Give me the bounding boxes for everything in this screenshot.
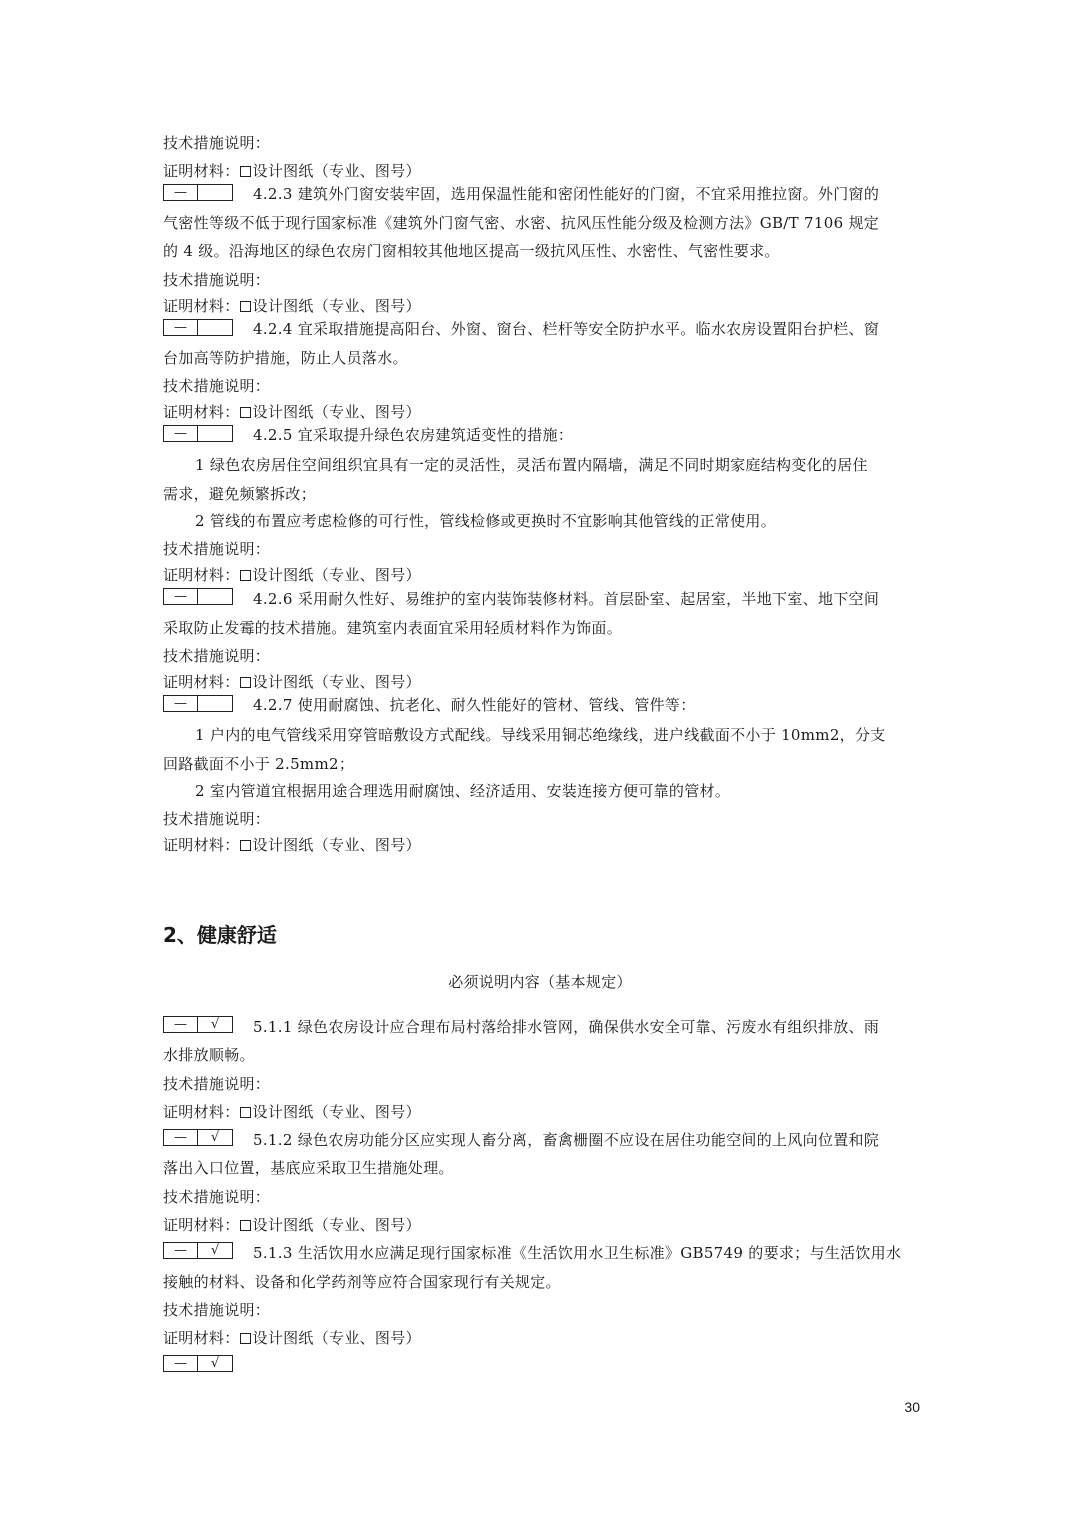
section-subheading: 必须说明内容（基本规定） bbox=[448, 973, 632, 991]
item-text: 的 4 级。沿海地区的绿色农房门窗相较其他地区提高一级抗风压性、水密性、气密性要求。 bbox=[163, 242, 780, 260]
checkbox[interactable] bbox=[240, 166, 251, 177]
proof-label: 证明材料： bbox=[163, 403, 240, 421]
rating-box[interactable] bbox=[163, 1355, 233, 1372]
rating-cell-dash: — bbox=[164, 185, 198, 200]
item-text: 5.1.1 绿色农房设计应合理布局村落给排水管网，确保供水安全可靠、污废水有组织排放、雨 bbox=[253, 1018, 880, 1036]
item-text: 4.2.7 使用耐腐蚀、抗老化、耐久性能好的管材、管线、管件等： bbox=[253, 696, 696, 714]
rating-box[interactable] bbox=[163, 695, 233, 712]
proof-option: 设计图纸（专业、图号） bbox=[252, 1103, 421, 1121]
rating-box[interactable] bbox=[163, 1016, 233, 1033]
checkbox[interactable] bbox=[240, 570, 251, 581]
rating-box[interactable] bbox=[163, 425, 233, 442]
rating-cell-dash: — bbox=[164, 1017, 198, 1032]
rating-cell-dash: — bbox=[164, 320, 198, 335]
item-text: 5.1.2 绿色农房功能分区应实现人畜分离，畜禽栅圈不应设在居住功能空间的上风向位置和院 bbox=[253, 1131, 880, 1149]
item-text: 4.2.3 建筑外门窗安装牢固，选用保温性能和密闭性能好的门窗，不宜采用推拉窗。外门窗的 bbox=[253, 185, 880, 203]
rating-cell-empty[interactable] bbox=[198, 185, 232, 200]
rating-box[interactable] bbox=[163, 184, 233, 201]
proof-material-line bbox=[163, 565, 923, 585]
tech-note-label: 技术措施说明： bbox=[163, 271, 271, 289]
proof-label: 证明材料： bbox=[163, 836, 240, 854]
rating-box[interactable] bbox=[163, 1242, 233, 1259]
item-text: 台加高等防护措施，防止人员落水。 bbox=[163, 349, 408, 367]
proof-option: 设计图纸（专业、图号） bbox=[252, 162, 421, 180]
proof-material-line bbox=[163, 296, 923, 316]
rating-cell-dash: — bbox=[164, 426, 198, 441]
proof-label: 证明材料： bbox=[163, 673, 240, 691]
tech-note-label: 技术措施说明： bbox=[163, 1188, 271, 1206]
tech-note-label: 技术措施说明： bbox=[163, 540, 271, 558]
item-text: 采取防止发霉的技术措施。建筑室内表面宜采用轻质材料作为饰面。 bbox=[163, 619, 623, 637]
tech-note-label: 技术措施说明： bbox=[163, 647, 271, 665]
item-text: 4.2.4 宜采取措施提高阳台、外窗、窗台、栏杆等安全防护水平。临水农房设置阳台护栏、窗 bbox=[253, 320, 880, 338]
proof-option: 设计图纸（专业、图号） bbox=[252, 566, 421, 584]
sub-item-text: 1 户内的电气管线采用穿管暗敷设方式配线。导线采用铜芯绝缘线，进户线截面不小于 10mm2，分支 bbox=[195, 726, 886, 744]
rating-cell-empty[interactable] bbox=[198, 589, 232, 604]
rating-box[interactable] bbox=[163, 588, 233, 605]
proof-label: 证明材料： bbox=[163, 1216, 240, 1234]
sub-item-text: 2 室内管道宜根据用途合理选用耐腐蚀、经济适用、安装连接方便可靠的管材。 bbox=[195, 782, 731, 800]
section-heading: 2、健康舒适 bbox=[163, 923, 277, 947]
sub-item-text: 需求，避免频繁拆改； bbox=[163, 485, 317, 503]
proof-material-line bbox=[163, 835, 923, 855]
checkbox[interactable] bbox=[240, 1107, 251, 1118]
item-text: 接触的材料、设备和化学药剂等应符合国家现行有关规定。 bbox=[163, 1273, 561, 1291]
rating-cell-dash: — bbox=[164, 1356, 198, 1371]
proof-option: 设计图纸（专业、图号） bbox=[252, 673, 421, 691]
rating-cell-empty[interactable] bbox=[198, 320, 232, 335]
tech-note-label: 技术措施说明： bbox=[163, 1075, 271, 1093]
rating-box[interactable] bbox=[163, 319, 233, 336]
sub-item-text: 回路截面不小于 2.5mm2； bbox=[163, 755, 355, 773]
rating-cell-check[interactable]: √ bbox=[210, 1017, 220, 1032]
tech-note-label: 技术措施说明： bbox=[163, 377, 271, 395]
rating-cell-check[interactable]: √ bbox=[210, 1356, 220, 1371]
checkbox[interactable] bbox=[240, 1333, 251, 1344]
proof-label: 证明材料： bbox=[163, 162, 240, 180]
sub-item-text: 1 绿色农房居住空间组织宜具有一定的灵活性，灵活布置内隔墙，满足不同时期家庭结构变化的居住 bbox=[195, 456, 868, 474]
rating-cell-dash: — bbox=[164, 589, 198, 604]
page-number: 30 bbox=[904, 1399, 920, 1415]
rating-cell-dash: — bbox=[164, 696, 198, 711]
checkbox[interactable] bbox=[240, 840, 251, 851]
rating-cell-dash: — bbox=[164, 1130, 198, 1145]
rating-cell-dash: — bbox=[164, 1243, 198, 1258]
rating-cell-check[interactable]: √ bbox=[210, 1130, 220, 1145]
proof-material-line bbox=[163, 672, 923, 692]
item-text: 水排放顺畅。 bbox=[163, 1046, 255, 1064]
proof-material-line bbox=[163, 161, 923, 181]
item-text: 5.1.3 生活饮用水应满足现行国家标准《生活饮用水卫生标准》GB5749 的要求；与生活饮用水 bbox=[253, 1244, 902, 1262]
tech-note-label: 技术措施说明： bbox=[163, 1301, 271, 1319]
item-text: 4.2.6 采用耐久性好、易维护的室内装饰装修材料。首层卧室、起居室，半地下室、地下空间 bbox=[253, 590, 880, 608]
rating-cell-empty[interactable] bbox=[198, 426, 232, 441]
sub-item-text: 2 管线的布置应考虑检修的可行性，管线检修或更换时不宜影响其他管线的正常使用。 bbox=[195, 512, 777, 530]
proof-material-line bbox=[163, 1328, 923, 1348]
proof-material-line bbox=[163, 1102, 923, 1122]
rating-box[interactable] bbox=[163, 1129, 233, 1146]
proof-option: 设计图纸（专业、图号） bbox=[252, 836, 421, 854]
proof-label: 证明材料： bbox=[163, 1329, 240, 1347]
rating-cell-check[interactable]: √ bbox=[210, 1243, 220, 1258]
proof-label: 证明材料： bbox=[163, 1103, 240, 1121]
tech-note-label: 技术措施说明： bbox=[163, 810, 271, 828]
item-text: 4.2.5 宜采取提升绿色农房建筑适变性的措施： bbox=[253, 426, 574, 444]
proof-label: 证明材料： bbox=[163, 297, 240, 315]
item-text: 落出入口位置，基底应采取卫生措施处理。 bbox=[163, 1159, 454, 1177]
proof-material-line bbox=[163, 402, 923, 422]
checkbox[interactable] bbox=[240, 677, 251, 688]
proof-option: 设计图纸（专业、图号） bbox=[252, 1216, 421, 1234]
checkbox[interactable] bbox=[240, 1220, 251, 1231]
checkbox[interactable] bbox=[240, 407, 251, 418]
proof-material-line bbox=[163, 1215, 923, 1235]
proof-option: 设计图纸（专业、图号） bbox=[252, 297, 421, 315]
proof-option: 设计图纸（专业、图号） bbox=[252, 403, 421, 421]
tech-note-label: 技术措施说明： bbox=[163, 134, 271, 152]
proof-label: 证明材料： bbox=[163, 566, 240, 584]
proof-option: 设计图纸（专业、图号） bbox=[252, 1329, 421, 1347]
checkbox[interactable] bbox=[240, 301, 251, 312]
rating-cell-empty[interactable] bbox=[198, 696, 232, 711]
item-text: 气密性等级不低于现行国家标准《建筑外门窗气密、水密、抗风压性能分级及检测方法》GB/T 7106 规定 bbox=[163, 214, 880, 232]
